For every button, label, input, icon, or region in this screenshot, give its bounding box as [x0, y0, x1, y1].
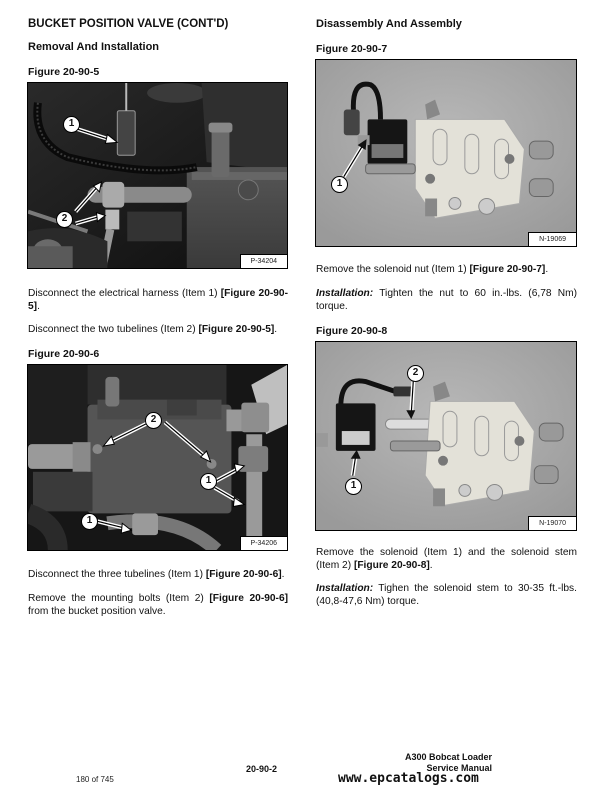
section-title: BUCKET POSITION VALVE (CONT'D) [28, 18, 229, 30]
figure-20-90-6-photo [27, 364, 288, 551]
figure-reference: [Figure 20-90-8] [353, 560, 430, 571]
subsection-title-removal: Removal And Installation [28, 41, 160, 53]
photo-id: N-19070 [528, 516, 576, 530]
figure-label-20-90-6: Figure 20-90-6 [28, 348, 100, 360]
instruction-remove-solenoid-nut: Remove the solenoid nut (Item 1) [Figure 20-90-7]. [316, 264, 549, 275]
photo-id: P-34204 [240, 254, 287, 268]
callout-item-1: 1 [331, 176, 348, 193]
manual-title-line1: A300 Bobcat Loader [404, 752, 492, 762]
installation-label: Installation: [316, 288, 374, 299]
photo-id: P-34206 [240, 536, 287, 550]
valve-solenoid-photo-illustration [316, 60, 576, 246]
callout-item-1: 1 [345, 478, 362, 495]
figure-label-20-90-5: Figure 20-90-5 [28, 66, 100, 78]
instruction-disconnect-tubelines: Disconnect the two tubelines (Item 2) [Figure 20-90-5]. [28, 324, 278, 335]
figure-reference: [Figure 20-90-5] [198, 324, 275, 335]
callout-item-1: 1 [63, 116, 80, 133]
figure-reference: [Figure 20-90-5] [28, 288, 288, 312]
figure-reference: [Figure 20-90-6] [209, 593, 288, 604]
manual-title-line2: Service Manual [426, 763, 492, 773]
page-counter: 180 of 745 [76, 775, 114, 784]
callout-item-2: 2 [56, 211, 73, 228]
subsection-title-disassembly: Disassembly And Assembly [316, 18, 462, 30]
photo-id: N-19069 [528, 232, 576, 246]
instruction-remove-solenoid-and-stem: Remove the solenoid (Item 1) and the solenoid stem (Item 2) [Figure 20-90-8]. [316, 547, 577, 571]
page-number: 20-90-2 [246, 764, 278, 774]
installation-note-nut-torque: Installation: Tighten the nut to 60 in.-lbs. (6,78 Nm) torque. [316, 288, 577, 312]
callout-item-2: 2 [407, 365, 424, 382]
installation-note-stem-torque: Installation: Tighen the solenoid stem to 30-35 ft.-lbs. (40,8-47,6 Nm) torque. [316, 583, 577, 607]
watermark: www.epcatalogs.com [338, 771, 479, 786]
figure-label-20-90-7: Figure 20-90-7 [316, 43, 388, 55]
figure-20-90-8-photo [315, 341, 577, 531]
installation-label: Installation: [316, 583, 374, 594]
callout-item-2: 2 [145, 412, 162, 429]
callout-item-1: 1 [200, 473, 217, 490]
valve-block-photo-illustration [28, 365, 287, 550]
figure-reference: [Figure 20-90-7] [469, 264, 546, 275]
figure-reference: [Figure 20-90-6] [205, 569, 282, 580]
figure-20-90-7-photo [315, 59, 577, 247]
callout-item-1: 1 [81, 513, 98, 530]
instruction-disconnect-harness: Disconnect the electrical harness (Item 1) [Figure 20-90-5]. [28, 288, 288, 312]
figure-label-20-90-8: Figure 20-90-8 [316, 325, 388, 337]
instruction-disconnect-three-tubelines: Disconnect the three tubelines (Item 1) [Figure 20-90-6]. [28, 569, 285, 580]
figure-20-90-5-photo [27, 82, 288, 269]
engine-harness-photo-illustration [28, 83, 287, 268]
instruction-remove-mounting-bolts: Remove the mounting bolts (Item 2) [Figure 20-90-6] from the bucket position valve. [28, 593, 288, 617]
valve-solenoid-removed-photo-illustration [316, 342, 576, 530]
